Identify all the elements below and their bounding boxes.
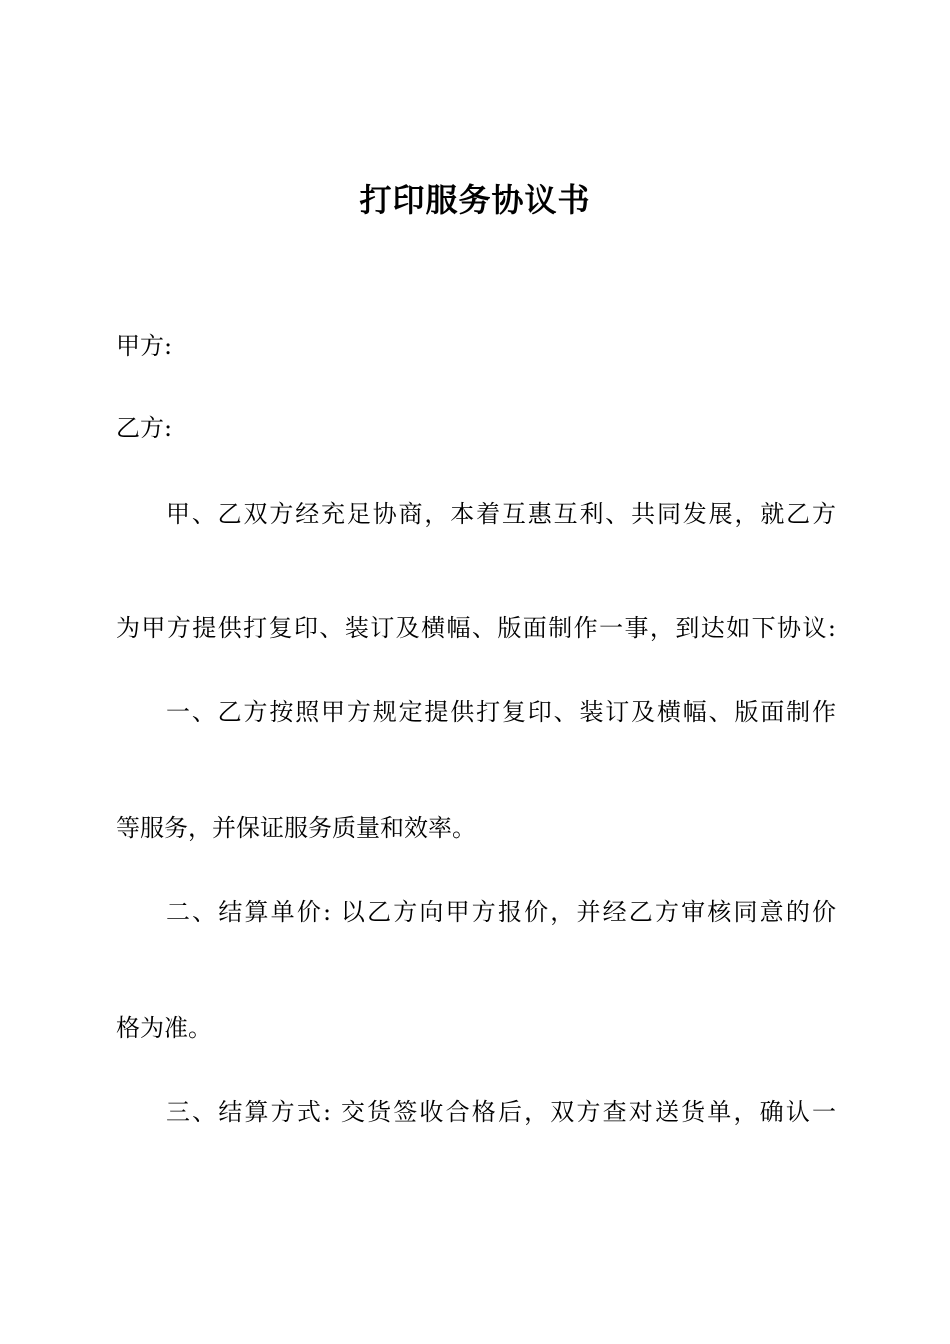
clause-2-line: 格为准。 bbox=[116, 1014, 212, 1042]
paragraph-line: 甲、乙双方经充足协商，本着互惠互利、共同发展，就乙方 bbox=[166, 500, 836, 528]
document-title: 打印服务协议书 bbox=[359, 181, 591, 219]
clause-3-line: 三、结算方式: 交货签收合格后，双方查对送货单，确认一 bbox=[166, 1098, 836, 1126]
party-b-label: 乙方: bbox=[116, 414, 173, 442]
clause-1-line: 一、乙方按照甲方规定提供打复印、装订及横幅、版面制作 bbox=[166, 698, 836, 726]
clause-2-line: 二、结算单价: 以乙方向甲方报价，并经乙方审核同意的价 bbox=[166, 898, 836, 926]
paragraph-line: 为甲方提供打复印、装订及横幅、版面制作一事，到达如下协议: bbox=[116, 614, 836, 642]
party-a-label: 甲方: bbox=[116, 332, 173, 360]
clause-1-line: 等服务，并保证服务质量和效率。 bbox=[116, 814, 476, 842]
